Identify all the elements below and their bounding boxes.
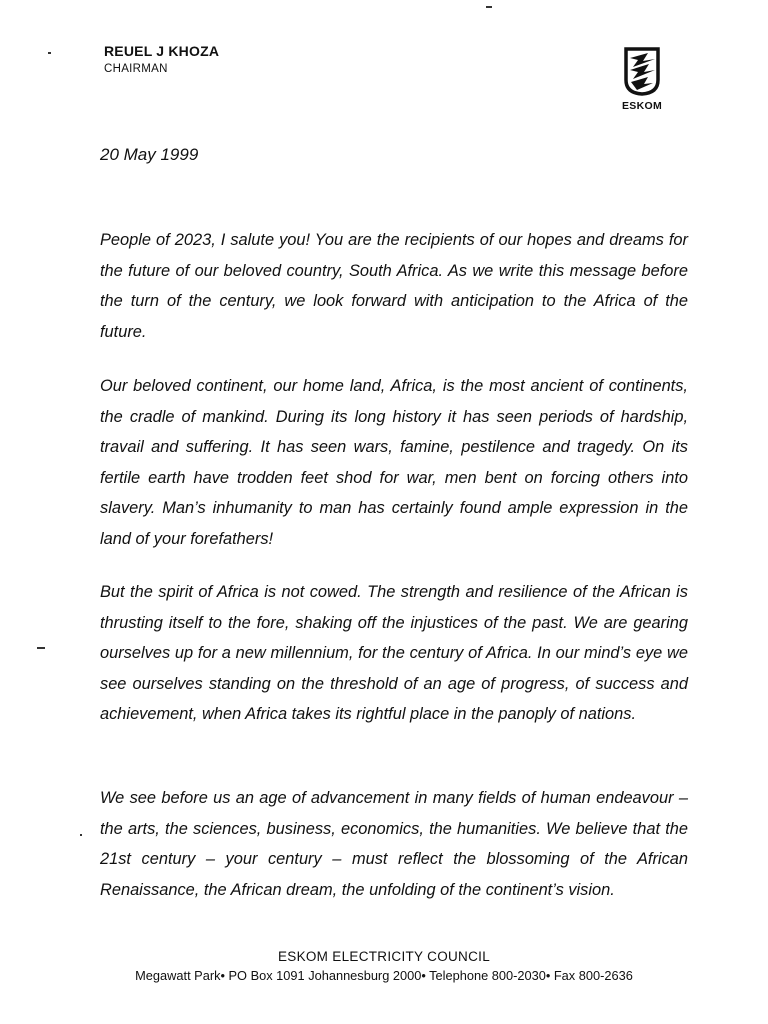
scan-speck [80,834,82,836]
scan-speck [48,52,51,54]
letter-date: 20 May 1999 [100,145,199,164]
eskom-logo-icon [622,46,662,96]
letter-paragraph-1: People of 2023, I salute you! You are the recipients of our hopes and dreams for the future of our beloved country, South Africa. As we write this message before the turn of the century, we look forward with anticipation to the Africa of the future. [100,231,688,341]
sender-name: REUEL J KHOZA [104,43,220,59]
sender-title: CHAIRMAN [104,63,168,75]
scan-speck [486,6,492,8]
scan-speck [37,647,45,649]
letter-paragraph-3: But the spirit of Africa is not cowed. The strength and resilience of the African is thrusting itself to the fore, shaking off the injustices of the past. We are gearing ourselves up for a new millennium, for the century of Africa. In our mind’s eye we see ourselves standing on the threshold of an age of progress, of success and achievement, when Africa takes its rightful place in the panoply of nations. [100,583,688,723]
letter-paragraph-4: We see before us an age of advancement in many fields of human endeavour – the arts, the sciences, business, economics, the humanities. We believe that the 21st century – your century – must reflect the blossoming of the African Renaissance, the African dream, the unfolding of the continent’s vision. [100,789,688,899]
company-logo [614,46,670,118]
logo-wordmark: ESKOM [621,100,662,112]
footer-organisation: ESKOM ELECTRICITY COUNCIL [277,949,491,964]
footer-address: Megawatt Park• PO Box 1091 Johannesburg 2000• Telephone 800-2030• Fax 800-2636 [135,968,633,983]
letter-paragraph-2: Our beloved continent, our home land, Africa, is the most ancient of continents, the cradle of mankind. During its long history it has seen periods of hardship, travail and suffering. It has seen wars, famine, pestilence and tragedy. On its fertile earth have trodden feet shod for war, men bent on forcing others into slavery. Man’s inhumanity to man has certainly found ample expression in the land of your forefathers! [100,377,688,548]
